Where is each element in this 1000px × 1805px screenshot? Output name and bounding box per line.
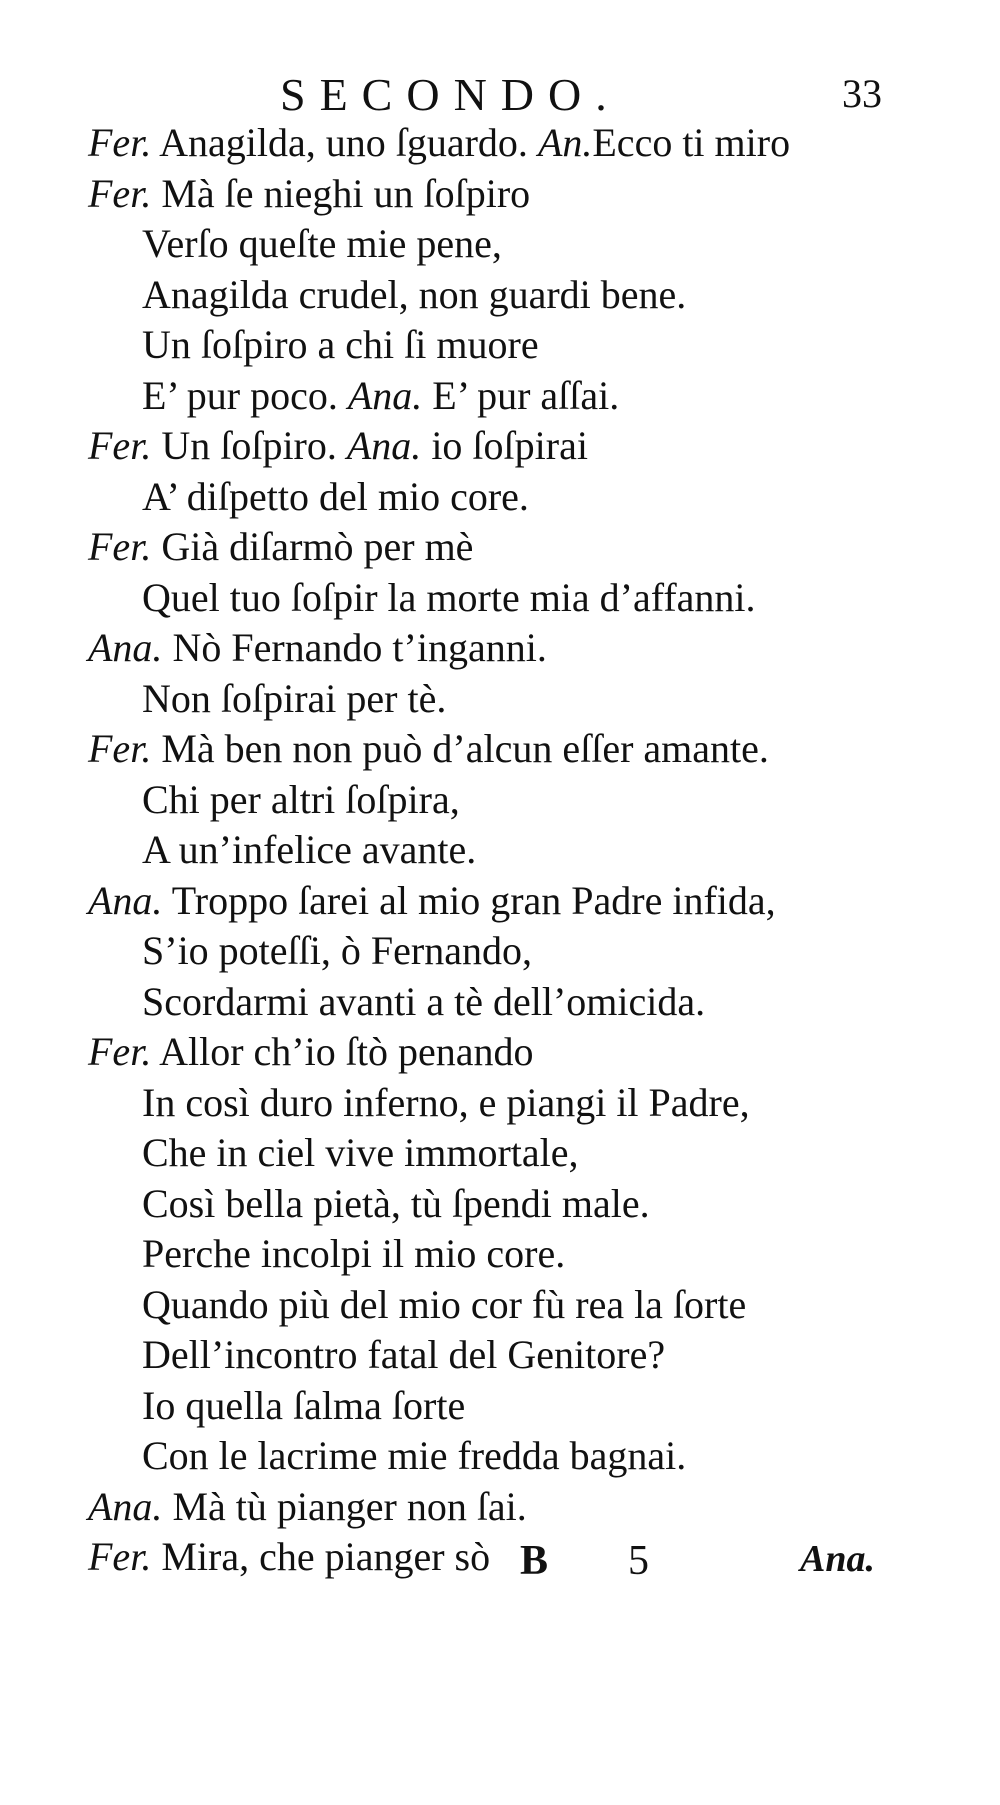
line-text: Io quella ſalma ſorte: [142, 1382, 466, 1428]
speaker-label: Fer.: [88, 726, 152, 771]
verse-line: [88, 926, 968, 977]
line-text: Con le lacrime mie fredda bagnai.: [142, 1433, 687, 1478]
line-text: Chi per altri ſoſpira,: [142, 776, 460, 822]
signature-mark: B: [520, 1538, 549, 1584]
verse-line: [88, 1078, 968, 1129]
speaker-label: An.: [537, 120, 593, 165]
line-text: io ſoſpirai: [421, 423, 588, 468]
verse-line: [88, 724, 968, 775]
line-text: Quel tuo ſoſpir la morte mia d’affanni.: [142, 574, 756, 620]
running-title: SECONDO.: [280, 69, 621, 120]
line-text: Già diſarmò per mè: [151, 524, 474, 569]
signature-number: 5: [628, 1538, 649, 1584]
speaker-label: Fer.: [88, 1534, 152, 1579]
speaker-label: Ana.: [88, 625, 163, 670]
speaker-label: Fer.: [88, 423, 152, 468]
verse-line: [88, 977, 968, 1028]
line-text: Quando più del mio cor fù rea la ſorte: [142, 1281, 747, 1327]
verse-line: [88, 674, 968, 725]
verse-line: [88, 522, 968, 573]
page-footer: [0, 1537, 1000, 1597]
speaker-label: Ana.: [347, 372, 423, 418]
speaker-label: Fer.: [88, 170, 152, 216]
line-text: S’io poteſſi, ò Fernando,: [142, 928, 532, 973]
line-text: Nò Fernando t’inganni.: [162, 625, 547, 670]
speaker-label: Ana.: [346, 423, 422, 468]
verse-line: [88, 876, 968, 927]
line-text: Mà ben non può d’alcun eſſer amante.: [151, 726, 769, 771]
line-text: Troppo ſarei al mio gran Padre infida,: [162, 877, 776, 923]
line-text: Verſo queſte mie pene,: [142, 221, 502, 266]
line-text: Anagilda, uno ſguardo.: [151, 120, 538, 165]
line-text: Dell’incontro fatal del Genitore?: [142, 1332, 666, 1377]
verse-line: [88, 1280, 968, 1331]
speaker-label: Fer.: [88, 1029, 152, 1074]
line-text: E’ pur aſſai.: [422, 372, 620, 418]
verse-line: [88, 219, 968, 270]
verse-line: [88, 320, 968, 371]
verse-line: [88, 371, 968, 422]
line-text: Anagilda crudel, non guardi bene.: [142, 271, 687, 317]
line-text: Mira, che pianger sò: [151, 1534, 491, 1579]
verse-line: [88, 270, 968, 321]
line-text: Ecco ti miro: [592, 120, 791, 165]
line-text: In così duro inferno, e piangi il Padre,: [142, 1079, 750, 1125]
line-text: Non ſoſpirai per tè.: [142, 675, 447, 721]
line-text: Un ſoſpiro a chi ſi muore: [142, 322, 539, 367]
line-text: A un’infelice avante.: [142, 827, 477, 872]
verse-line: [88, 623, 968, 674]
page-number: 33: [842, 71, 882, 116]
verse-line: [88, 573, 968, 624]
speaker-label: Ana.: [88, 877, 163, 923]
line-text: Allor ch’io ſtò penando: [151, 1029, 534, 1074]
line-text: Scordarmi avanti a tè dell’omicida.: [142, 978, 706, 1024]
line-text: Mà tù pianger non ſai.: [162, 1483, 527, 1529]
catchword: Ana.: [800, 1538, 875, 1580]
verse-line: [88, 1431, 968, 1482]
verse-text: [88, 118, 968, 1583]
line-text: A’ diſpetto del mio core.: [142, 473, 529, 519]
speaker-label: Fer.: [88, 524, 152, 569]
speaker-label: Ana.: [88, 1483, 163, 1529]
speaker-label: Fer.: [88, 120, 152, 165]
verse-line: [88, 1330, 968, 1381]
verse-line: [88, 1179, 968, 1230]
line-text: Un ſoſpiro.: [151, 423, 347, 468]
verse-line: [88, 825, 968, 876]
line-text: Perche incolpi il mio core.: [142, 1231, 566, 1276]
verse-line: [88, 169, 968, 220]
line-text: E’ pur poco.: [142, 372, 348, 418]
verse-line: [88, 421, 968, 472]
verse-line: [88, 1027, 968, 1078]
verse-line: [88, 1482, 968, 1533]
verse-line: [88, 472, 968, 523]
verse-line: [88, 775, 968, 826]
line-text: Che in ciel vive immortale,: [142, 1130, 579, 1175]
verse-line: [88, 1229, 968, 1280]
verse-line: [88, 118, 968, 169]
verse-line: [88, 1128, 968, 1179]
verse-line: [88, 1381, 968, 1432]
line-text: Mà ſe nieghi un ſoſpiro: [151, 170, 531, 216]
line-text: Così bella pietà, tù ſpendi male.: [142, 1180, 650, 1226]
